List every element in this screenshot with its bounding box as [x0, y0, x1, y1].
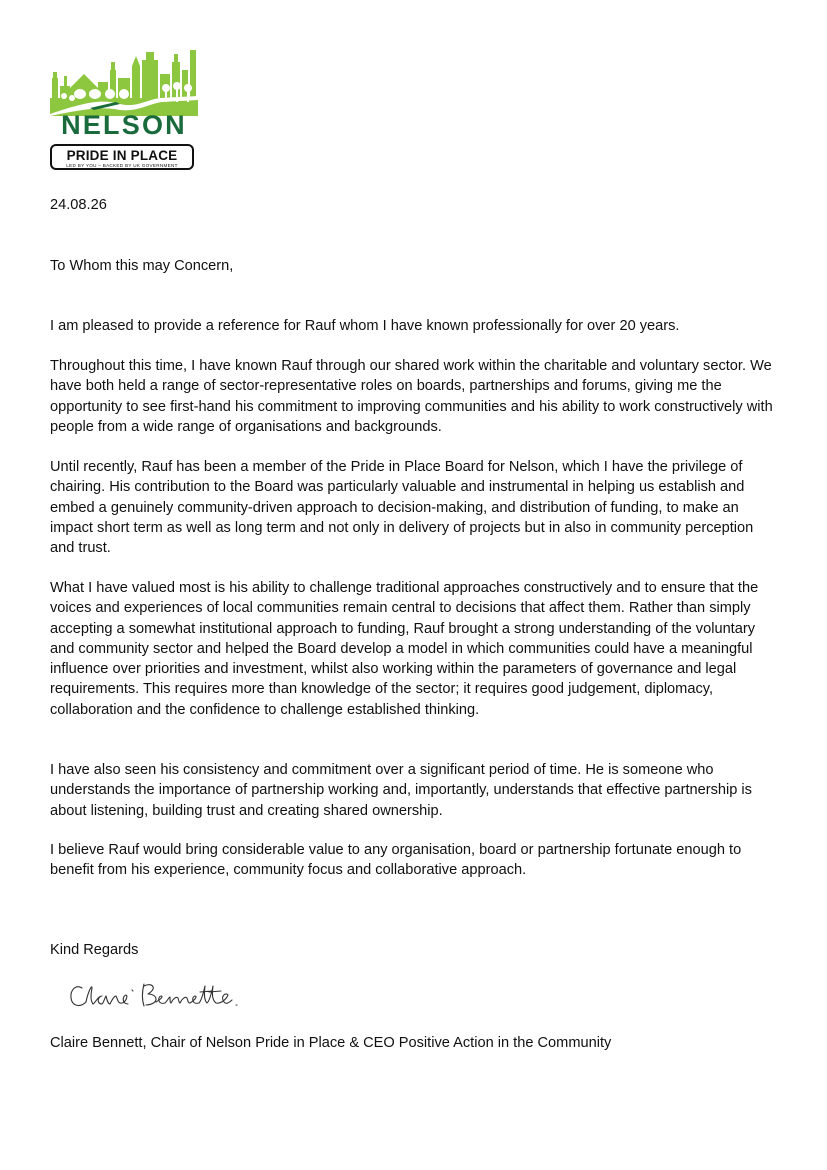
paragraph: I am pleased to provide a reference for Rauf whom I have known professionally for over 20 years. — [50, 318, 680, 334]
town-skyline-logo-icon — [50, 48, 198, 116]
signatory-line: Claire Bennett, Chair of Nelson Pride in Place & CEO Positive Action in the Community — [50, 1035, 612, 1051]
letter-date: 24.08.26 — [50, 197, 107, 213]
paragraph: What I have valued most is his ability to challenge traditional approaches constructively and to ensure that the voices and experiences of local communities remain central to decisions that affect them. Rather than simply accepting a somewhat institutional approach to funding, Rauf brought a strong understanding of the voluntary and community sector and helped the Board develop a model in which communities could have a meaningful influence over priorities and investment, whilst also working within the parameters of governance and legal requirements. This requires more than knowledge of the sector; it requires good judgement, diplomacy, collaboration and the confidence to challenge established thinking. — [50, 580, 759, 718]
handwritten-signature — [66, 978, 246, 1014]
nelson-pride-in-place-logo — [50, 48, 200, 174]
closing: Kind Regards — [50, 942, 139, 958]
paragraph: Throughout this time, I have known Rauf through our shared work within the charitable and voluntary sector. We have both held a range of sector-representative roles on boards, partnerships and forums, giving me the opportunity to see first-hand his commitment to improving communities and his ability to work constructively with people from a wide range of organisations and backgrounds. — [50, 358, 773, 435]
logo-wordmark: NELSON — [61, 110, 187, 140]
salutation: To Whom this may Concern, — [50, 258, 234, 274]
logo-badge-title: PRIDE IN PLACE — [66, 148, 178, 163]
paragraph: Until recently, Rauf has been a member of the Pride in Place Board for Nelson, which I have the privilege of chairing. His contribution to the Board was particularly valuable and instrumental in helping us establish and embed a genuinely community-driven approach to decision-making, and distribution of funding, to make an impact short term as well as long term and not only in delivery of projects but in also in community perception and trust. — [50, 459, 754, 557]
paragraph: I have also seen his consistency and commitment over a significant period of time. He is someone who understands the importance of partnership working and, importantly, understands that effective partnership is about listening, building trust and creating shared ownership. — [50, 762, 752, 819]
logo-badge-tagline: LED BY YOU – BACKED BY UK GOVERNMENT — [66, 163, 178, 168]
paragraph: I believe Rauf would bring considerable value to any organisation, board or partnership fortunate enough to benefit from his experience, community focus and collaborative approach. — [50, 842, 742, 879]
logo-badge — [50, 144, 194, 170]
